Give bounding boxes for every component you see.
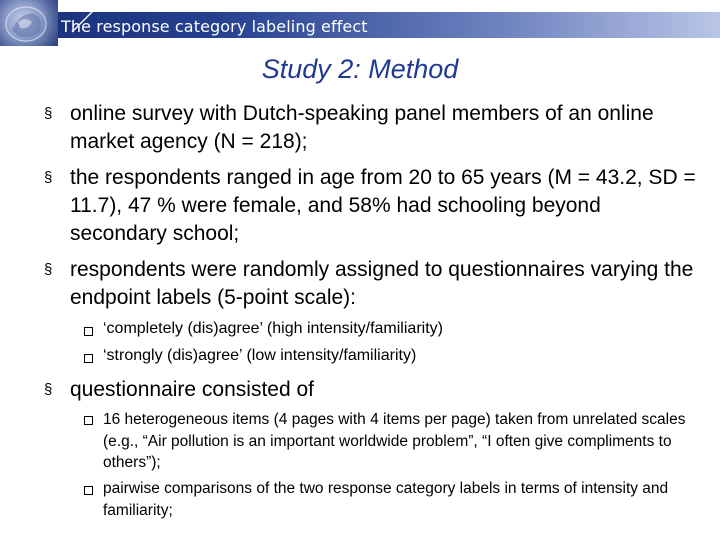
header-title: The response category labeling effect xyxy=(61,17,368,36)
bullet-item: questionnaire consisted of xyxy=(70,378,314,401)
bullet-item: online survey with Dutch-speaking panel members of an online market agency (N = 218); xyxy=(70,102,654,153)
sub-bullet-item: 16 heterogeneous items (4 pages with 4 items per page) taken from unrelated scales (e.g., “Air pollution is an important worldwide problem”, “I often give compliments to others”); xyxy=(103,411,686,471)
sub-bullet-item: ‘completely (dis)agree’ (high intensity/familiarity) xyxy=(103,320,443,337)
bullet-marker: § xyxy=(44,381,53,398)
sub-bullet-marker xyxy=(84,327,93,336)
university-seal-icon xyxy=(0,0,58,46)
bullet-marker: § xyxy=(44,105,53,122)
sub-bullet-marker xyxy=(84,486,93,495)
bullet-marker: § xyxy=(44,261,53,278)
bullet-item: the respondents ranged in age from 20 to 65 years (M = 43.2, SD = 11.7), 47 % were female, and 58% had schooling beyond secondary school; xyxy=(70,166,696,245)
bullet-item: respondents were randomly assigned to questionnaires varying the endpoint labels (5-point scale): xyxy=(70,258,694,309)
sub-bullet-item: ‘strongly (dis)agree’ (low intensity/familiarity) xyxy=(103,347,417,364)
bullet-marker: § xyxy=(44,169,53,186)
sub-bullet-item: pairwise comparisons of the two response category labels in terms of intensity and familiarity; xyxy=(103,480,669,519)
sub-bullet-marker xyxy=(84,416,93,425)
sub-bullet-marker xyxy=(84,354,93,363)
slide-title: Study 2: Method xyxy=(261,54,459,84)
